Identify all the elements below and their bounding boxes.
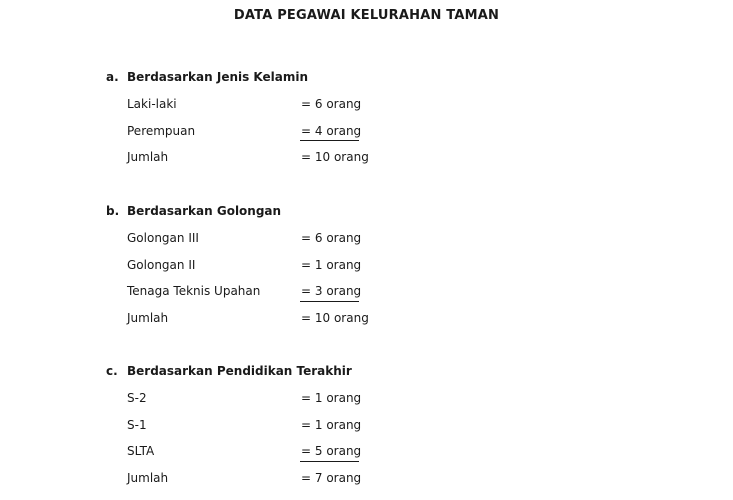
section-marker: c.	[106, 364, 118, 378]
row-label-jumlah-b: Jumlah	[127, 311, 169, 325]
row-label-tenaga-teknis-upahan: Tenaga Teknis Upahan	[127, 284, 261, 298]
row-label-jumlah-a: Jumlah	[127, 150, 169, 164]
section-heading: Berdasarkan Pendidikan Terakhir	[127, 364, 352, 378]
section-marker: b.	[106, 204, 120, 218]
row-value-jumlah-a: = 10 orang	[301, 150, 369, 164]
subtotal-divider-b	[300, 301, 359, 302]
row-label-s1: S-1	[127, 418, 147, 432]
row-label-golongan-iii: Golongan III	[127, 231, 199, 245]
row-value-perempuan: = 4 orang	[301, 124, 362, 138]
row-value-laki-laki: = 6 orang	[301, 97, 362, 111]
page-title: DATA PEGAWAI KELURAHAN TAMAN	[233, 8, 500, 23]
section-heading: Berdasarkan Golongan	[127, 204, 282, 218]
row-label-laki-laki: Laki-laki	[127, 97, 177, 111]
row-value-golongan-iii: = 6 orang	[301, 231, 362, 245]
row-label-jumlah-c: Jumlah	[127, 471, 169, 485]
row-value-s2: = 1 orang	[301, 391, 362, 405]
row-label-golongan-ii: Golongan II	[127, 258, 196, 272]
row-value-slta: = 5 orang	[301, 444, 362, 458]
subtotal-divider-c	[300, 461, 359, 462]
subtotal-divider-a	[300, 140, 359, 141]
row-label-slta: SLTA	[127, 444, 155, 458]
row-value-jumlah-c: = 7 orang	[301, 471, 362, 485]
row-value-s1: = 1 orang	[301, 418, 362, 432]
row-label-s2: S-2	[127, 391, 147, 405]
section-heading: Berdasarkan Jenis Kelamin	[127, 70, 309, 84]
row-value-golongan-ii: = 1 orang	[301, 258, 362, 272]
row-value-tenaga-teknis-upahan: = 3 orang	[301, 284, 362, 298]
row-label-perempuan: Perempuan	[127, 124, 196, 138]
row-value-jumlah-b: = 10 orang	[301, 311, 369, 325]
section-marker: a.	[106, 70, 119, 84]
